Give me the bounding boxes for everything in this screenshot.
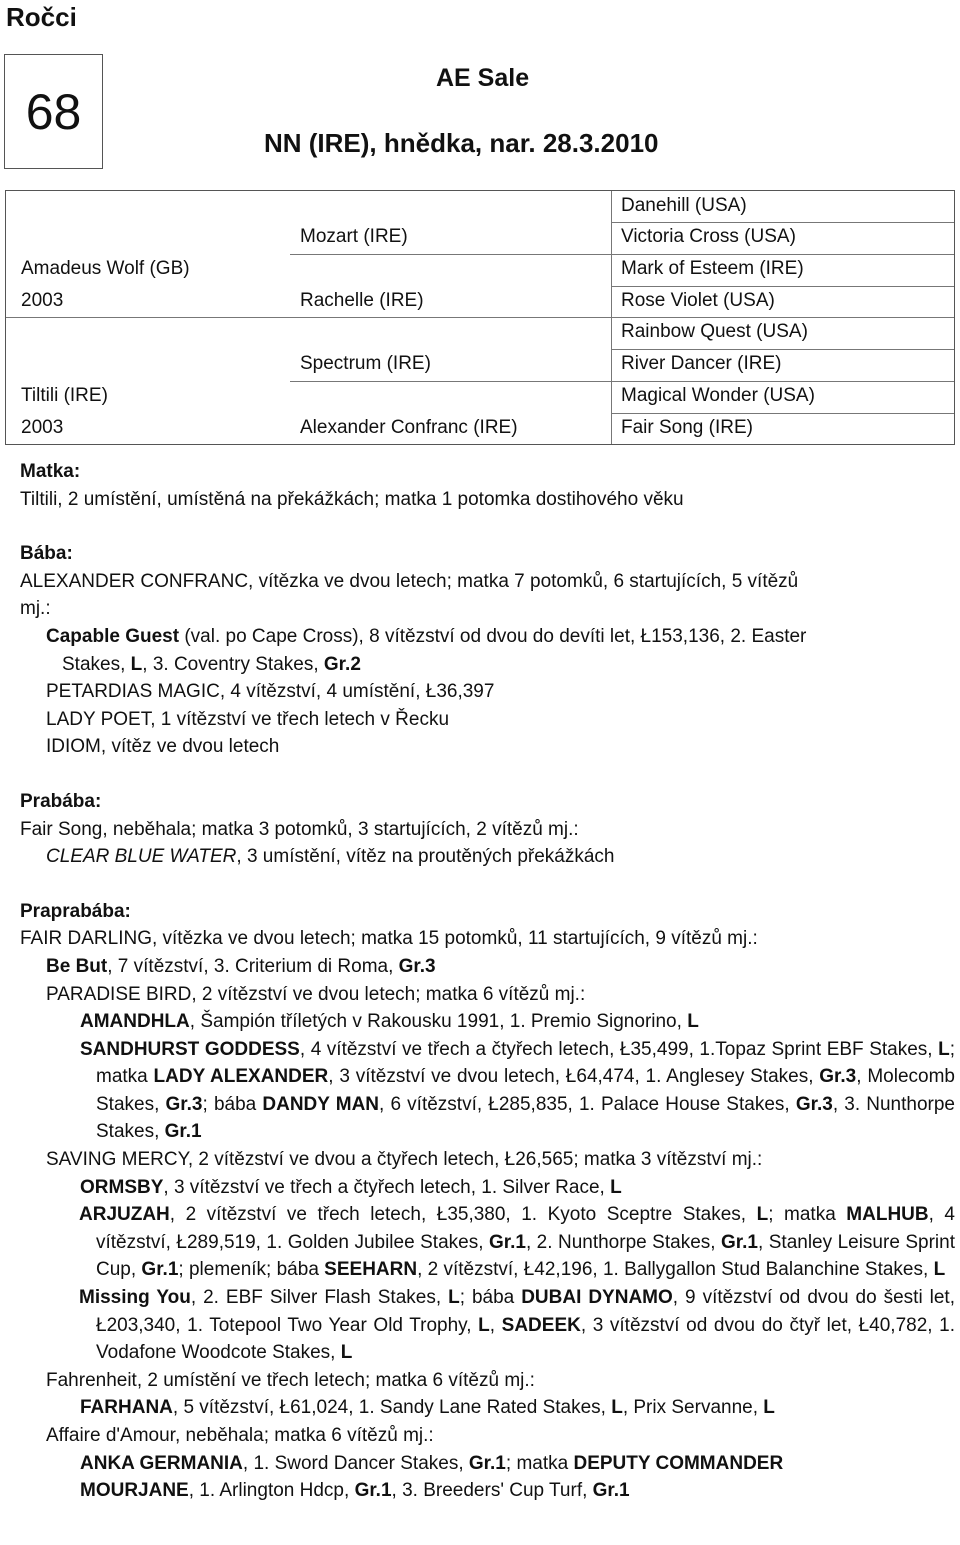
produce-entry: MOURJANE, 1. Arlington Hdcp, Gr.1, 3. Breeders' Cup Turf, Gr.1 [80,1480,630,1502]
pedigree-divider [611,222,954,223]
produce-entry: SANDHURST GODDESS, 4 vítězství ve třech a čtyřech letech, Ł35,499, 1.Topaz Sprint EBF Stakes, L; matka LADY ALEXANDER, 3 vítězství ve dvou letech, Ł64,474, 1. Anglesey Stakes, Gr.3, Molecomb Stakes, Gr.3; bába DANDY MAN, 6 vítězství, Ł285,835, 1. Palace House Stakes, Gr.3, 3. Nunthorpe Stakes, Gr.1 [80,1038,956,1143]
sire-dam: Rachelle (IRE) [300,290,424,311]
sire: Amadeus Wolf (GB) [21,258,190,279]
dam-dam: Alexander Confranc (IRE) [300,417,518,438]
catalogue-body [20,458,955,1505]
ancestor-dsd: River Dancer (IRE) [621,353,782,374]
produce-entry: Missing You, 2. EBF Silver Flash Stakes, L; bába DUBAI DYNAMO, 9 vítězství od dvou do šesti let, Ł203,340, 1. Totepool Two Year Old Trophy, L, SADEEK, 3 vítězství od dvou do čtyř let, Ł40,782, 1. Vodafone Woodcote Stakes, L [79,1287,956,1364]
prababa-intro: Fair Song, neběhala; matka 3 potomků, 3 startujících, 2 vítězů mj.: [20,818,579,840]
produce-entry: ANKA GERMANIA, 1. Sword Dancer Stakes, Gr.1; matka DEPUTY COMMANDER [80,1452,784,1474]
produce-entry: LADY POET, 1 vítězství ve třech letech v Řecku [46,708,450,730]
matka-text: Tiltili, 2 umístění, umístěná na překážkách; matka 1 potomka dostihového věku [20,488,684,510]
horse-heading: NN (IRE), hnědka, nar. 28.3.2010 [264,128,659,158]
produce-entry: AMANDHLA, Šampión tříletých v Rakousku 1991, 1. Premio Signorino, L [80,1011,699,1033]
dam-year: 2003 [21,417,64,438]
pedigree-divider [6,317,954,318]
baba-intro: ALEXANDER CONFRANC, vítězka ve dvou letech; matka 7 potomků, 6 startujících, 5 vítězů [20,570,799,592]
sale-name: AE Sale [436,64,530,92]
produce-entry: PARADISE BIRD, 2 vítězství ve dvou letech; matka 6 vítězů mj.: [46,983,586,1005]
dam-sire: Spectrum (IRE) [300,353,431,374]
produce-entry: PETARDIAS MAGIC, 4 vítězství, 4 umístění, Ł36,397 [46,681,495,703]
produce-entry: SAVING MERCY, 2 vítězství ve dvou a čtyřech letech, Ł26,565; matka 3 vítězství mj.: [46,1149,763,1171]
ancestor-ddd: Fair Song (IRE) [621,417,753,438]
produce-entry: ARJUZAH, 2 vítězství ve třech letech, Ł35,380, 1. Kyoto Sceptre Stakes, L; matka MALHUB, 4 vítězství, Ł289,519, 1. Golden Jubilee Stakes, Gr.1, 2. Nunthorpe Stakes, Gr.1, Stanley Leisure Sprint Cup, Gr.1; plemeník; bába SEEHARN, 2 vítězství, Ł42,196, 1. Ballygallon Stud Balanchine Stakes, L [79,1204,955,1281]
prababa-heading: Prabába: [20,790,102,812]
ancestor-dss: Rainbow Quest (USA) [621,321,808,342]
page-title: Ročci [6,2,77,32]
baba-intro-cont: mj.: [20,598,51,620]
ancestor-sss: Danehill (USA) [621,195,747,216]
produce-entry: Capable Guest (val. po Cape Cross), 8 vítězství od dvou do devíti let, Ł153,136, 2. Easter [46,625,807,647]
produce-entry: ORMSBY, 3 vítězství ve třech a čtyřech letech, 1. Silver Race, L [80,1176,622,1198]
pedigree-divider [290,254,954,255]
ancestor-sds: Mark of Esteem (IRE) [621,258,804,279]
pedigree-divider [611,413,954,414]
produce-entry: IDIOM, vítěz ve dvou letech [46,736,280,758]
produce-entry: FARHANA, 5 vítězství, Ł61,024, 1. Sandy Lane Rated Stakes, L, Prix Servanne, L [80,1397,775,1419]
ancestor-ssd: Victoria Cross (USA) [621,226,796,247]
produce-entry: Affaire d'Amour, neběhala; matka 6 vítězů mj.: [46,1425,434,1446]
baba-heading: Bába: [20,543,73,565]
ancestor-dds: Magical Wonder (USA) [621,385,815,406]
dam: Tiltili (IRE) [21,385,108,406]
pedigree-table [5,190,955,445]
matka-heading: Matka: [20,461,81,482]
praprababa-heading: Praprabába: [20,900,131,922]
produce-entry-cont: Stakes, L, 3. Coventry Stakes, Gr.2 [62,653,361,675]
produce-entry: Be But, 7 vítězství, 3. Criterium di Roma, Gr.3 [46,955,436,977]
produce-entry: Fahrenheit, 2 umístění ve třech letech; matka 6 vítězů mj.: [46,1369,535,1391]
pedigree-divider [290,381,954,382]
sire-year: 2003 [21,290,64,311]
lot-number: 68 [25,83,82,140]
produce-entry: CLEAR BLUE WATER, 3 umístění, vítěz na proutěných překážkách [46,846,615,868]
sire-sire: Mozart (IRE) [300,226,408,247]
ancestor-sdd: Rose Violet (USA) [621,290,775,311]
lot-number-box [4,54,103,169]
pedigree-divider [611,286,954,287]
praprababa-intro: FAIR DARLING, vítězka ve dvou letech; matka 15 potomků, 11 startujících, 9 vítězů mj.: [20,928,758,950]
pedigree-divider [611,349,954,350]
